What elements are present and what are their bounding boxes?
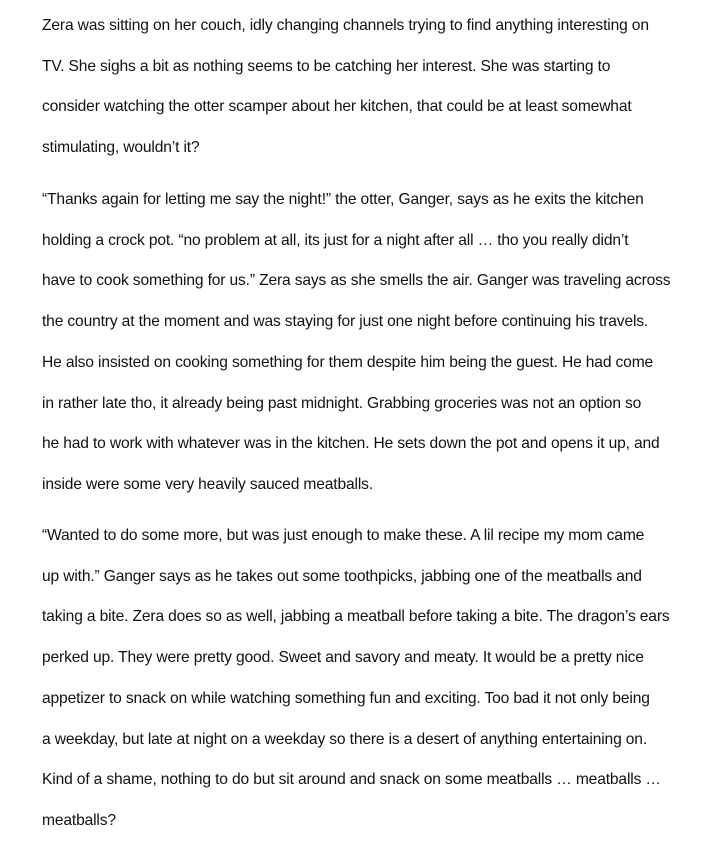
text-line: in rather late tho, it already being past midnight. Grabbing groceries was not an option so — [42, 394, 642, 412]
text-line: “Thanks again for letting me say the night!” the otter, Ganger, says as he exits the kitchen — [42, 191, 644, 208]
text-line: consider watching the otter scamper about her kitchen, that could be at least somewhat — [42, 98, 632, 116]
text-line: inside were some very heavily sauced meatballs. — [42, 475, 373, 493]
paragraph-1 — [42, 6, 702, 169]
text-line: meatballs? — [42, 811, 116, 829]
text-line: have to cook something for us.” Zera says as she smells the air. Ganger was traveling across — [42, 272, 671, 290]
text-line: Zera was sitting on her couch, idly changing channels trying to find anything interesting on — [42, 17, 649, 34]
paragraph-3 — [42, 516, 702, 842]
text-line: He also insisted on cooking something for them despite him being the guest. He had come — [42, 353, 654, 371]
text-line: TV. She sighs a bit as nothing seems to be catching her interest. She was starting to — [42, 57, 611, 75]
text-line: “Wanted to do some more, but was just enough to make these. A lil recipe my mom came — [42, 527, 645, 544]
text-line: a weekday, but late at night on a weekday so there is a desert of anything entertaining on. — [42, 730, 648, 748]
text-line: stimulating, wouldn’t it? — [42, 139, 200, 157]
text-line: perked up. They were pretty good. Sweet and savory and meaty. It would be a pretty nice — [42, 649, 644, 667]
text-line: taking a bite. Zera does so as well, jabbing a meatball before taking a bite. The dragon’s ears — [42, 608, 670, 626]
text-line: holding a crock pot. “no problem at all, its just for a night after all … tho you really didn’t — [42, 231, 629, 249]
text-line: up with.” Ganger says as he takes out some toothpicks, jabbing one of the meatballs and — [42, 567, 642, 585]
text-line: he had to work with whatever was in the kitchen. He sets down the pot and opens it up, and — [42, 435, 660, 453]
text-line: Kind of a shame, nothing to do but sit around and snack on some meatballs … meatballs … — [42, 771, 661, 789]
paragraph-2 — [42, 180, 702, 506]
text-line: the country at the moment and was staying for just one night before continuing his travels. — [42, 313, 649, 331]
text-line: appetizer to snack on while watching something fun and exciting. Too bad it not only being — [42, 689, 650, 707]
